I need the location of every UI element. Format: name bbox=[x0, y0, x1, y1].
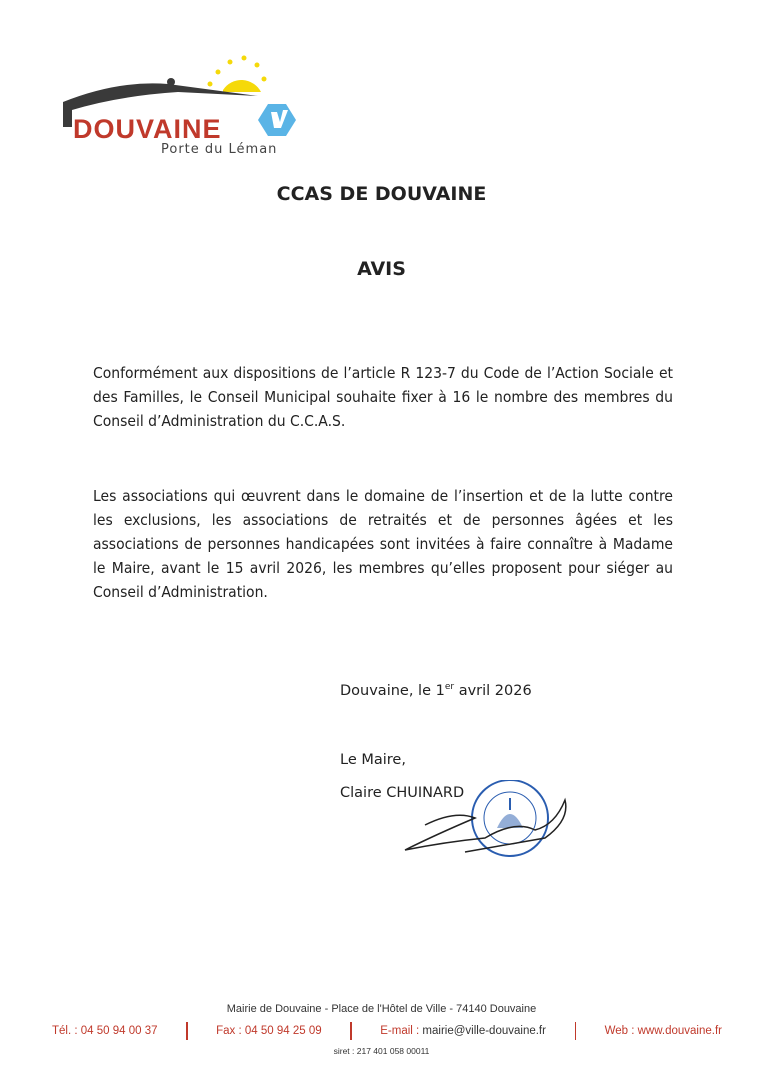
footer-address: Mairie de Douvaine - Place de l'Hôtel de Ville - 74140 Douvaine bbox=[226, 1003, 537, 1015]
footer-separator bbox=[350, 1022, 352, 1040]
footer-separator bbox=[186, 1022, 188, 1040]
logo-name: DOUVAINE bbox=[73, 114, 222, 144]
footer-separator bbox=[575, 1022, 577, 1040]
signature-date bbox=[340, 682, 532, 699]
logo-tagline: Porte du Léman bbox=[161, 142, 278, 157]
notice-title: AVIS bbox=[357, 258, 406, 280]
lake-hexagon-icon bbox=[258, 104, 296, 136]
sun-icon bbox=[208, 56, 267, 93]
signatory-name: Claire CHUINARD bbox=[340, 785, 465, 801]
footer-contacts bbox=[52, 1022, 722, 1040]
date-suffix: avril 2026 bbox=[454, 682, 532, 699]
douvaine-logo bbox=[58, 52, 308, 162]
footer-fax: Fax : 04 50 94 25 09 bbox=[216, 1025, 322, 1037]
date-superscript: er bbox=[444, 682, 455, 692]
email-link[interactable]: mairie@ville-douvaine.fr bbox=[419, 1025, 546, 1037]
footer-siret: siret : 217 401 058 00011 bbox=[333, 1046, 430, 1056]
paragraph-2: Les associations qui œuvrent dans le domaine de l’insertion et de la lutte contre les exclusions, les associations de retraités et de personnes âgées et les associations de personnes handicapées sont invitées à faire connaître à Madame le Maire, avant le 15 avril 2026, les membres qu’elles proposent pour siéger au Conseil d’Administration. bbox=[93, 487, 673, 601]
organization-title: CCAS DE DOUVAINE bbox=[276, 183, 487, 205]
paragraph-1: Conformément aux dispositions de l’article R 123-7 du Code de l’Action Sociale et des Familles, le Conseil Municipal souhaite fixer à 16 le nombre des membres du Conseil d’Administration du C.C.A.S. bbox=[93, 364, 673, 430]
date-prefix: Douvaine, le 1 bbox=[340, 682, 445, 699]
signatory-title: Le Maire, bbox=[340, 752, 406, 768]
web-link[interactable]: www.douvaine.fr bbox=[637, 1025, 722, 1037]
footer-tel: Tél. : 04 50 94 00 37 bbox=[52, 1025, 158, 1037]
signature-and-stamp bbox=[385, 780, 585, 860]
footer-email: E-mail : mairie@ville-douvaine.fr bbox=[380, 1025, 546, 1037]
footer-web: Web : www.douvaine.fr bbox=[604, 1025, 722, 1037]
